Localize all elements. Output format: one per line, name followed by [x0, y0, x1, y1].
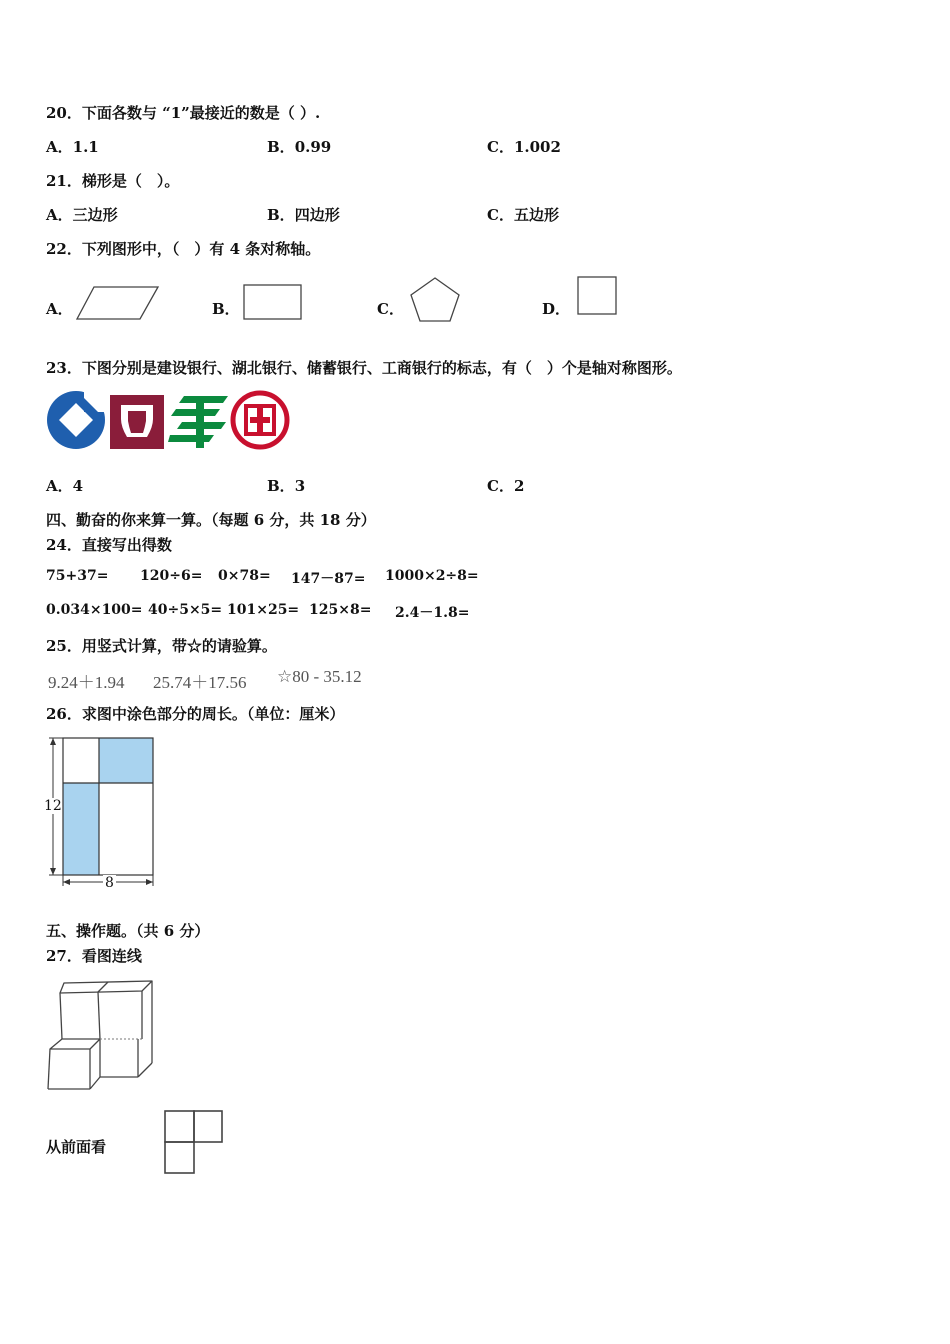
q21-stem: 21．梯形是（ ）。: [46, 172, 180, 190]
q25-expr-2: 25.74＋17.56: [153, 673, 247, 692]
q24-stem: 24．直接写出得数: [46, 536, 172, 554]
q22-option-b-label: B．: [212, 300, 240, 318]
width-label: 8: [105, 875, 114, 891]
shaded-top-right: [99, 738, 153, 783]
q23-option-c: C．2: [487, 477, 525, 495]
q23-option-a: A．4: [46, 477, 84, 495]
q24-expr-1: 75+37=: [46, 568, 109, 584]
pentagon-shape: [410, 276, 462, 324]
postal-savings-bank-logo: [168, 392, 230, 450]
icbc-logo: [230, 390, 292, 452]
q20-option-a: A．1.1: [46, 138, 99, 156]
hubei-bank-logo: [110, 395, 166, 451]
q22-option-d-label: D．: [542, 300, 571, 318]
q20-option-b: B．0.99: [267, 138, 332, 156]
q21-option-c: C．五边形: [487, 206, 559, 224]
section-4-title: 四、勤奋的你来算一算。（每题 6 分，共 18 分）: [46, 511, 376, 529]
q24-expr-9: 125×8=: [309, 602, 372, 618]
q24-expr-7: 40÷5×5=: [148, 602, 223, 618]
q25-expr-1: 9.24＋1.94: [48, 673, 125, 692]
height-label: 12: [44, 798, 62, 814]
q22-option-a-label: A．: [46, 300, 73, 318]
q24-expr-3: 0×78=: [218, 568, 271, 584]
q27-view-label: 从前面看: [46, 1138, 107, 1156]
square-shape: [577, 276, 619, 316]
q22-stem: 22．下列图形中，（ ）有 4 条对称轴。: [46, 240, 321, 258]
parallelogram-shape: [76, 286, 160, 322]
q20-stem: 20．下面各数与 “1”最接近的数是（ ）.: [46, 104, 321, 122]
q23-option-b: B．3: [267, 477, 306, 495]
q24-expr-6: 0.034×100=: [46, 602, 143, 618]
cube-solid-figure: [46, 977, 156, 1095]
rectangle-shape: [243, 284, 303, 322]
q23-stem: 23．下图分别是建设银行、湖北银行、储蓄银行、工商银行的标志，有（ ）个是轴对称图形。: [46, 359, 682, 377]
china-construction-bank-logo: [46, 390, 106, 450]
q26-stem: 26．求图中涂色部分的周长。（单位：厘米）: [46, 705, 345, 723]
q24-expr-4: 147－87=: [291, 571, 366, 587]
q24-expr-5: 1000×2÷8=: [385, 568, 479, 584]
section-5-title: 五、操作题。（共 6 分）: [46, 922, 210, 940]
q25-stem: 25．用竖式计算，带☆的请验算。: [46, 637, 277, 655]
q27-stem: 27．看图连线: [46, 947, 142, 965]
q20-option-c: C．1.002: [487, 138, 561, 156]
q24-expr-8: 101×25=: [227, 602, 300, 618]
q24-expr-2: 120÷6=: [140, 568, 203, 584]
front-view-figure: [162, 1108, 226, 1176]
q25-expr-3: ☆80 - 35.12: [277, 667, 362, 686]
q21-option-b: B．四边形: [267, 206, 340, 224]
q21-option-a: A．三边形: [46, 206, 118, 224]
q24-expr-10: 2.4－1.8=: [395, 605, 470, 621]
q22-option-c-label: C．: [377, 300, 404, 318]
shaded-bottom-left: [63, 783, 99, 875]
